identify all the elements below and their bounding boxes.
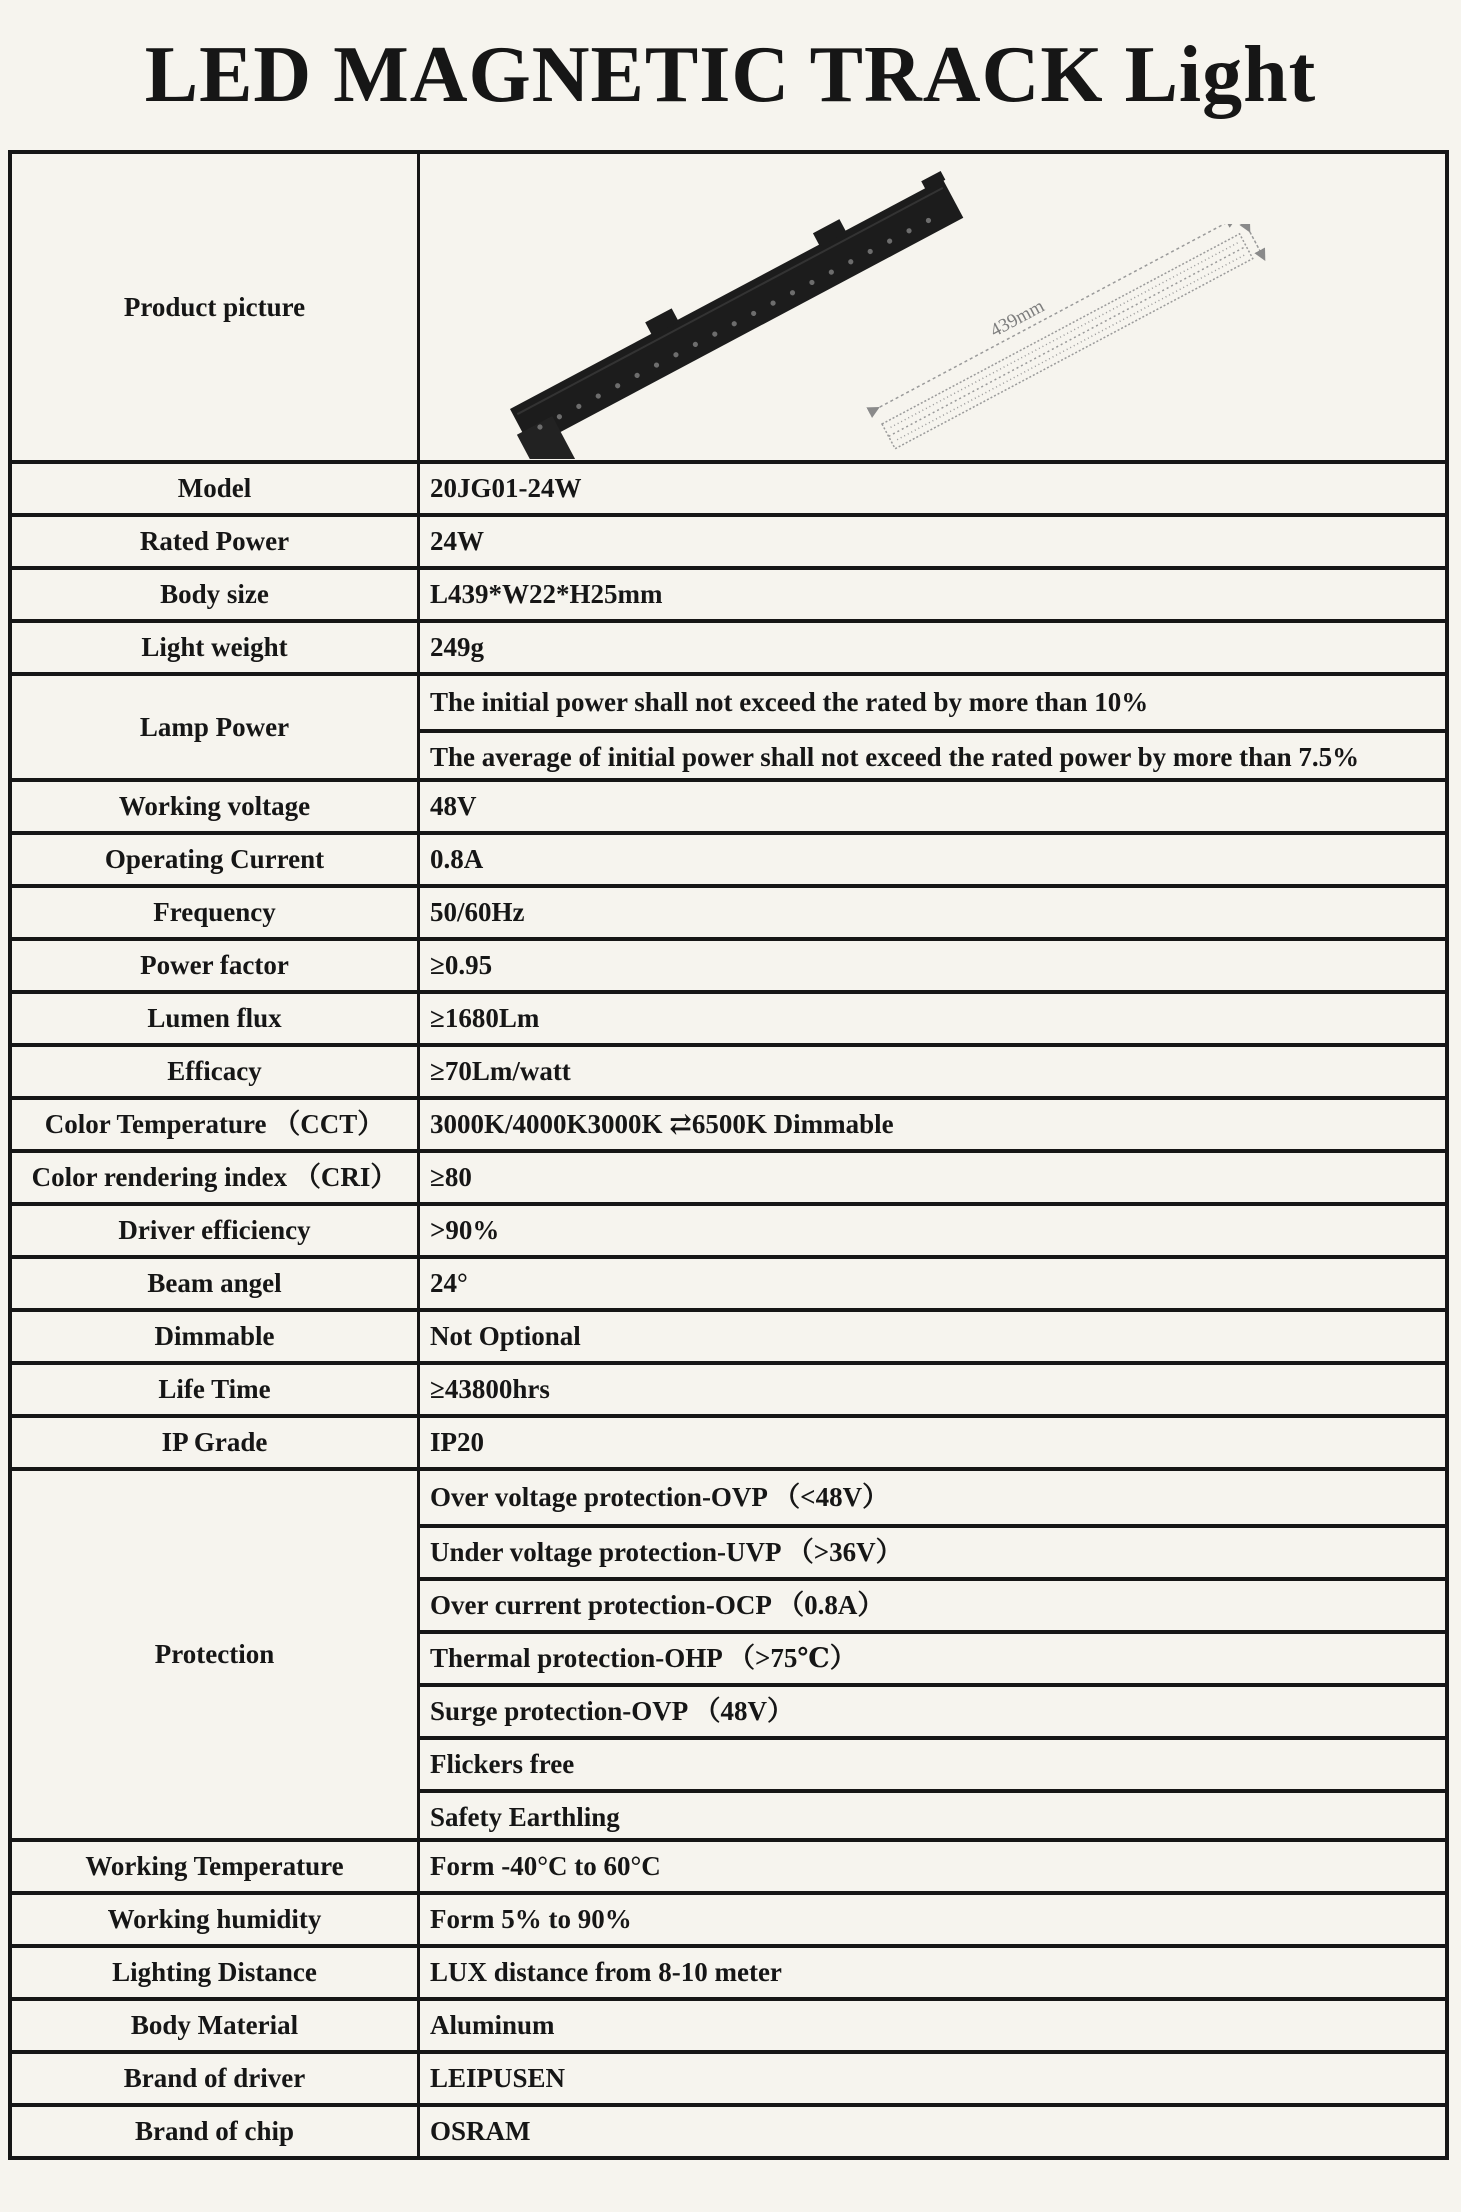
spec-label: IP Grade <box>12 1418 420 1467</box>
spec-label: Color rendering index （CRI） <box>12 1153 420 1202</box>
spec-value: Surge protection-OVP （48V） <box>420 1683 1445 1736</box>
page-title: LED MAGNETIC TRACK Light <box>144 30 1317 119</box>
spec-value: 0.8A <box>430 843 484 874</box>
spec-value: L439*W22*H25mm <box>430 578 663 609</box>
spec-value: 50/60Hz <box>430 896 525 927</box>
spec-value: Not Optional <box>430 1320 581 1351</box>
spec-value: Thermal protection-OHP （>75℃） <box>420 1630 1445 1683</box>
spec-label: Protection <box>12 1471 420 1838</box>
spec-row-life-time <box>12 1361 1445 1414</box>
spec-row-cri <box>12 1149 1445 1202</box>
spec-row-dimmable <box>12 1308 1445 1361</box>
spec-label: Life Time <box>12 1365 420 1414</box>
spec-value: Flickers free <box>420 1736 1445 1789</box>
spec-label: Color Temperature （CCT） <box>12 1100 420 1149</box>
spec-row-brand-of-driver <box>12 2050 1445 2103</box>
spec-row-efficacy <box>12 1043 1445 1096</box>
spec-value: ≥1680Lm <box>430 1002 540 1033</box>
spec-value: 48V <box>430 790 477 821</box>
spec-label: Brand of driver <box>12 2054 420 2103</box>
spec-label: Body Material <box>12 2001 420 2050</box>
spec-value: Safety Earthling <box>420 1789 1445 1842</box>
spec-label: Brand of chip <box>12 2107 420 2156</box>
spec-row-lamp-power <box>12 672 1445 778</box>
spec-row-operating-current <box>12 831 1445 884</box>
spec-value: 24° <box>430 1267 468 1298</box>
spec-row-color-temperature <box>12 1096 1445 1149</box>
spec-value: >90% <box>430 1214 500 1245</box>
spec-value: 20JG01-24W <box>430 472 582 503</box>
spec-label: Working voltage <box>12 782 420 831</box>
spec-label: Model <box>12 464 420 513</box>
spec-value: LEIPUSEN <box>430 2062 566 2093</box>
spec-value: Over voltage protection-OVP （<48V） <box>430 1481 890 1512</box>
spec-label: Frequency <box>12 888 420 937</box>
spec-label: Working humidity <box>12 1895 420 1944</box>
dimension-label: 439mm <box>986 295 1048 342</box>
spec-value: Aluminum <box>430 2009 555 2040</box>
spec-label: Lighting Distance <box>12 1948 420 1997</box>
spec-value: 3000K/4000K3000K ⇄6500K Dimmable <box>430 1108 894 1139</box>
spec-value: Under voltage protection-UVP （>36V） <box>420 1524 1445 1577</box>
spec-row-driver-efficiency <box>12 1202 1445 1255</box>
spec-row-ip-grade <box>12 1414 1445 1467</box>
spec-value: 249g <box>430 631 484 662</box>
spec-label: Product picture <box>12 154 420 460</box>
spec-value: The initial power shall not exceed the rated by more than 10% <box>430 686 1149 717</box>
spec-row-beam-angle <box>12 1255 1445 1308</box>
lamp-power-values <box>420 676 1445 778</box>
protection-values <box>420 1471 1445 1838</box>
spec-label: Working Temperature <box>12 1842 420 1891</box>
spec-row-rated-power <box>12 513 1445 566</box>
spec-value: The average of initial power shall not exceed the rated power by more than 7.5% <box>420 729 1445 782</box>
spec-row-lumen-flux <box>12 990 1445 1043</box>
spec-row-power-factor <box>12 937 1445 990</box>
spec-value: Over current protection-OCP （0.8A） <box>420 1577 1445 1630</box>
spec-row-body-material <box>12 1997 1445 2050</box>
spec-label: Power factor <box>12 941 420 990</box>
spec-value: LUX distance from 8-10 meter <box>430 1956 782 1987</box>
product-picture-row <box>12 154 1445 460</box>
spec-label: Driver efficiency <box>12 1206 420 1255</box>
spec-value: 24W <box>430 525 484 556</box>
spec-label: Lamp Power <box>12 676 420 778</box>
spec-label: Body size <box>12 570 420 619</box>
spec-label: Light weight <box>12 623 420 672</box>
spec-label: Efficacy <box>12 1047 420 1096</box>
spec-value: OSRAM <box>430 2115 531 2146</box>
spec-row-model <box>12 460 1445 513</box>
spec-value: IP20 <box>430 1426 484 1457</box>
spec-value: ≥43800hrs <box>430 1373 550 1404</box>
spec-value: ≥80 <box>430 1161 472 1192</box>
spec-row-frequency <box>12 884 1445 937</box>
spec-row-protection <box>12 1467 1445 1838</box>
spec-label: Operating Current <box>12 835 420 884</box>
spec-row-working-temperature <box>12 1838 1445 1891</box>
spec-row-light-weight <box>12 619 1445 672</box>
spec-label: Lumen flux <box>12 994 420 1043</box>
spec-label: Dimmable <box>12 1312 420 1361</box>
spec-row-body-size <box>12 566 1445 619</box>
spec-value: Form -40°C to 60°C <box>430 1850 661 1881</box>
spec-row-brand-of-chip <box>12 2103 1445 2156</box>
spec-row-working-voltage <box>12 778 1445 831</box>
dimension-drawing <box>860 224 1340 459</box>
spec-row-working-humidity <box>12 1891 1445 1944</box>
spec-label: Beam angel <box>12 1259 420 1308</box>
product-picture-cell <box>420 154 1445 460</box>
spec-row-lighting-distance <box>12 1944 1445 1997</box>
spec-label: Rated Power <box>12 517 420 566</box>
spec-value: ≥0.95 <box>430 949 493 980</box>
spec-value: ≥70Lm/watt <box>430 1055 571 1086</box>
spec-table <box>8 150 1449 2160</box>
spec-value: Form 5% to 90% <box>430 1903 632 1934</box>
